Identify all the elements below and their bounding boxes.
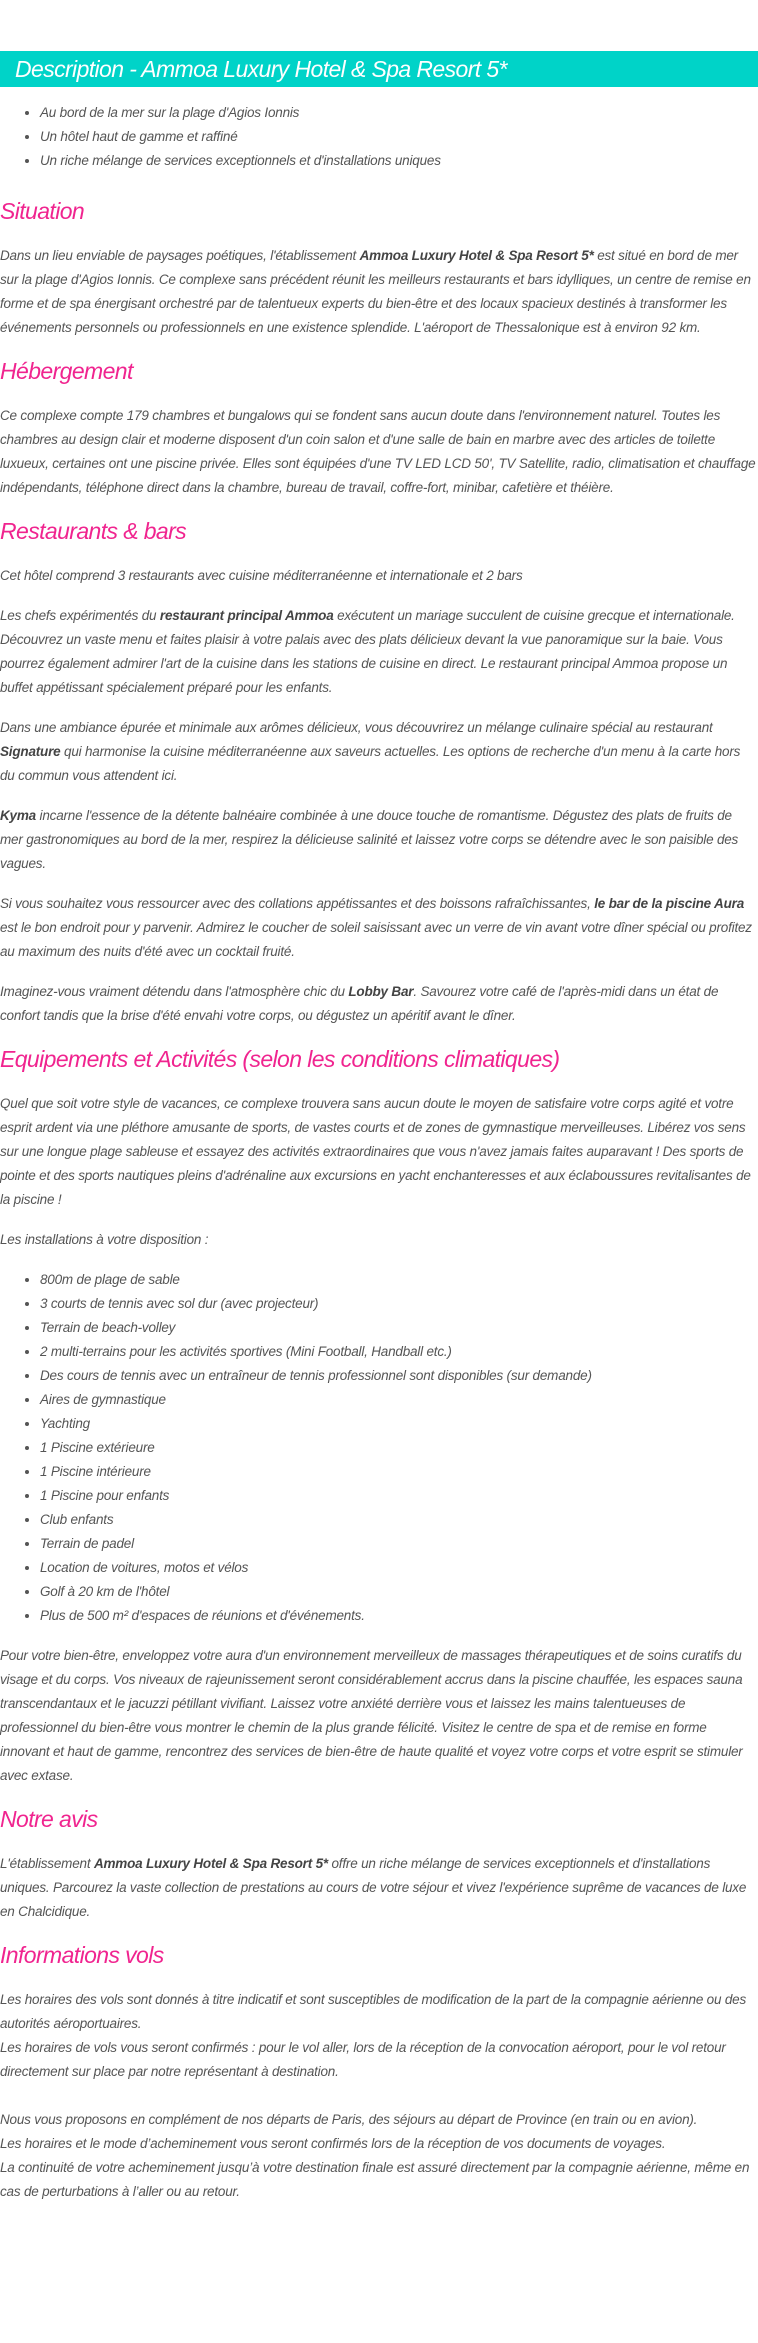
highlight-item: • Au bord de la mer sur la plage d'Agios Ionnis — [40, 101, 758, 125]
section-hebergement — [0, 356, 758, 500]
section-heading: Situation — [0, 198, 85, 224]
restaurant-name: restaurant principal Ammoa — [159, 608, 334, 623]
bar-name: le bar de la piscine Aura — [594, 896, 744, 911]
text-span: exécutent un mariage succulent de cuisine grecque et internationale. Découvrez un vaste menu et faites plaisir à votre palais avec des plats délicieux devant la vue panoramique sur la baie. Vous pourrez également admirer l'art de la cuisine dans les stations de cuisine en direct. Le restaurant principal Ammoa propose un buffet appétissant spécialement préparé pour les enfants. — [0, 608, 735, 695]
facility-item: • 800m de plage de sable — [40, 1268, 758, 1292]
text-span: L'établissement — [0, 1856, 94, 1871]
text-span: . Savourez votre café de l'après-midi dans un état de confort tandis que la brise d'été envahi votre corps, ou dégustez un apéritif avant le dîner. — [0, 984, 719, 1023]
highlight-item: • Un riche mélange de services exceptionnels et d'installations uniques — [40, 149, 758, 173]
facilities-list — [0, 1268, 758, 1628]
situation-text — [0, 244, 758, 340]
lobby-bar-text — [0, 980, 758, 1028]
section-restaurants — [0, 516, 758, 1028]
facility-item: • Yachting — [40, 1412, 758, 1436]
section-heading: Notre avis — [0, 1806, 98, 1832]
hebergement-text: Ce complexe compte 179 chambres et bungalows qui se fondent sans aucun doute dans l'environnement naturel. Toutes les chambres au design clair et moderne disposent d'un coin salon et d'une salle de bain en marbre avec des articles de toilette luxueux, certaines ont une piscine privée. Elles sont équipées d'une TV LED LCD 50', TV Satellite, radio, climatisation et chauffage indépendants, téléphone direct dans la chambre, bureau de travail, coffre-fort, minibar, cafetière et théière. — [0, 408, 756, 495]
restaurants-intro: Cet hôtel comprend 3 restaurants avec cuisine méditerranéenne et internationale et 2 bars — [0, 568, 523, 583]
text-span: Les chefs expérimentés du — [0, 608, 160, 623]
text-span: offre un riche mélange de services exceptionnels et d'installations uniques. Parcourez la vaste collection de prestations au cours de votre séjour et vivez l'expérience suprême de vacances de luxe en Chalcidique. — [0, 1856, 747, 1919]
facility-item: • Terrain de padel — [40, 1532, 758, 1556]
facility-item: • 2 multi-terrains pour les activités sportives (Mini Football, Handball etc.) — [40, 1340, 758, 1364]
bar-name: Lobby Bar — [348, 984, 414, 999]
page-title-bar — [0, 51, 758, 87]
facility-item: • Plus de 500 m² d'espaces de réunions et d'événements. — [40, 1604, 758, 1628]
restaurant-name: Kyma — [0, 808, 36, 823]
highlights-list — [0, 101, 758, 173]
page-title: Description - Ammoa Luxury Hotel & Spa Resort 5* — [15, 56, 507, 82]
installations-label: Les installations à votre disposition : — [0, 1232, 209, 1247]
text-span: est situé en bord de mer sur la plage d'Agios Ionnis. Ce complexe sans précédent réunit les meilleurs restaurants et bars idylliques, un centre de remise en forme et de spa énergisant orchestré par de talentueux experts du bien-être et des locaux spacieux destinés à transformer les événements personnels ou professionnels en une existence splendide. L'aéroport de Thessalonique est à environ 92 km. — [0, 248, 751, 335]
restaurant-signature-text — [0, 716, 758, 788]
text-span: Dans une ambiance épurée et minimale aux arômes délicieux, vous découvrirez un mélange culinaire spécial au restaurant — [0, 720, 713, 735]
facility-item: • 3 courts de tennis avec sol dur (avec projecteur) — [40, 1292, 758, 1316]
section-vols — [0, 1940, 758, 2204]
restaurant-name: Signature — [0, 744, 61, 759]
spacer — [0, 2084, 758, 2108]
facility-item: • 1 Piscine pour enfants — [40, 1484, 758, 1508]
highlight-item: • Un hôtel haut de gamme et raffiné — [40, 125, 758, 149]
facility-item: • Golf à 20 km de l'hôtel — [40, 1580, 758, 1604]
section-heading: Equipements et Activités (selon les conditions climatiques) — [0, 1046, 560, 1072]
bar-aura-text — [0, 892, 758, 964]
text-span: Dans un lieu enviable de paysages poétiques, l'établissement — [0, 248, 360, 263]
wellness-text: Pour votre bien-être, enveloppez votre aura d'un environnement merveilleux de massages thérapeutiques et de soins curatifs du visage et du corps. Vos niveaux de rajeunissement seront considérablement accrus dans la piscine chauffée, les espaces sauna transcendantaux et le jacuzzi pétillant vivifiant. Laissez votre anxiété derrière vous et laissez les mains talentueuses de professionnel du bien-être vous montrer le chemin de la plus grande félicité. Visitez le centre de spa et de remise en forme innovant et haut de gamme, rencontrez des services de bien-être de haute qualité et voyez votre corps et votre esprit se stimuler avec extase. — [0, 1648, 743, 1783]
text-span: Si vous souhaitez vous ressourcer avec des collations appétissantes et des boissons rafraîchissantes, — [0, 896, 595, 911]
facility-item: • Location de voitures, motos et vélos — [40, 1556, 758, 1580]
section-equipements — [0, 1044, 758, 1788]
hotel-name: Ammoa Luxury Hotel & Spa Resort 5* — [359, 248, 594, 263]
section-heading: Informations vols — [0, 1942, 164, 1968]
text-span: est le bon endroit pour y parvenir. Admirez le coucher de soleil saisissant avec un verre de vin avant votre dîner spécial ou profitez au maximum des nuits d'été avec un cocktail fruité. — [0, 920, 752, 959]
vols-line: Les horaires des vols sont donnés à titre indicatif et sont susceptibles de modification de la part de la compagnie aérienne ou des autorités aéroportuaires. — [0, 1992, 747, 2031]
section-heading: Restaurants & bars — [0, 518, 187, 544]
facility-item: • Club enfants — [40, 1508, 758, 1532]
restaurant-ammoa-text — [0, 604, 758, 700]
section-situation — [0, 196, 758, 340]
equipements-intro: Quel que soit votre style de vacances, ce complexe trouvera sans aucun doute le moyen de satisfaire votre corps agité et votre esprit ardent via une pléthore amusante de sports, de vastes courts et de zones de gymnastique merveilleuses. Libérez vos sens sur une longue plage sableuse et essayez des activités extraordinaires que vous n'avez jamais faites auparavant ! Des sports de pointe et des sports nautiques pleins d'adrénaline aux excursions en yacht enchanteresses et aux éclaboussures revitalisantes de la piscine ! — [0, 1096, 751, 1207]
text-span: Imaginez-vous vraiment détendu dans l'atmosphère chic du — [0, 984, 349, 999]
restaurant-kyma-text — [0, 804, 758, 876]
vols-line: La continuité de votre acheminement jusqu’à votre destination finale est assuré directement par la compagnie aérienne, même en cas de perturbations à l’aller ou au retour. — [0, 2160, 750, 2199]
facility-item: • Des cours de tennis avec un entraîneur de tennis professionnel sont disponibles (sur demande) — [40, 1364, 758, 1388]
text-span: incarne l'essence de la détente balnéaire combinée à une douce touche de romantisme. Dégustez des plats de fruits de mer gastronomiques au bord de la mer, respirez la délicieuse salinité et laissez votre corps se détendre avec le son paisible des vagues. — [0, 808, 739, 871]
facility-item: • Aires de gymnastique — [40, 1388, 758, 1412]
vols-line: Les horaires de vols vous seront confirmés : pour le vol aller, lors de la réception de la convocation aéroport, pour le vol retour directement sur place par notre représentant à destination. — [0, 2040, 726, 2079]
vols-line: Les horaires et le mode d’acheminement vous seront confirmés lors de la réception de vos documents de voyages. — [0, 2136, 666, 2151]
hotel-name: Ammoa Luxury Hotel & Spa Resort 5* — [93, 1856, 328, 1871]
vols-line: Nous vous proposons en complément de nos départs de Paris, des séjours au départ de Province (en train ou en avion). — [0, 2112, 698, 2127]
avis-text — [0, 1852, 758, 1924]
facility-item: • Terrain de beach-volley — [40, 1316, 758, 1340]
text-span: qui harmonise la cuisine méditerranéenne aux saveurs actuelles. Les options de recherche d'un menu à la carte hors du commun vous attendent ici. — [0, 744, 741, 783]
facility-item: • 1 Piscine intérieure — [40, 1460, 758, 1484]
section-avis — [0, 1804, 758, 1924]
facility-item: • 1 Piscine extérieure — [40, 1436, 758, 1460]
section-heading: Hébergement — [0, 358, 133, 384]
